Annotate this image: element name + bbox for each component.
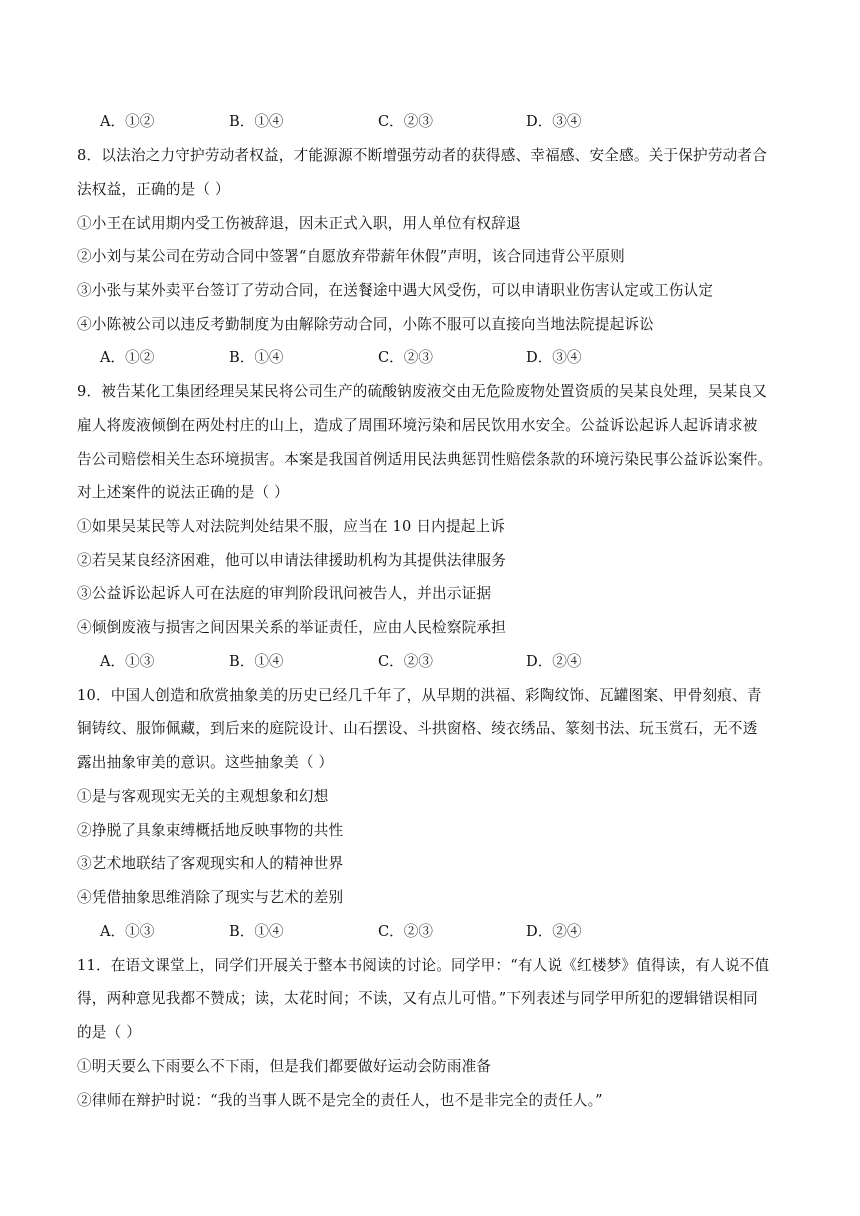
q11-stem-line: 得，两种意见我都不赞成；读，太花时间；不读，又有点儿可惜。”下列表述与同学甲所犯的逻辑错误相同 [77, 990, 758, 1007]
q10-option-c[interactable]: C．②③ [378, 923, 433, 940]
q10-option-b[interactable]: B．①④ [229, 923, 284, 940]
q10-item-2: ②挣脱了具象束缚概括地反映事物的共性 [77, 822, 344, 839]
q7-option-b[interactable]: B．①④ [229, 113, 284, 130]
q10-stem-line: 铜铸纹、服饰佩藏，到后来的庭院设计、山石摆设、斗拱窗格、绫衣绣品、篆刻书法、玩玉赏石，无不透 [77, 720, 758, 737]
q9-option-d[interactable]: D．②④ [526, 653, 582, 670]
q8-option-a[interactable]: A．①② [100, 349, 155, 366]
q8-stem-line: 8．以法治之力守护劳动者权益，才能源源不断增强劳动者的获得感、幸福感、安全感。关于保护劳动者合 [77, 147, 768, 164]
q9-stem-line: 9．被告某化工集团经理吴某民将公司生产的硫酸钠废液交由无危险废物处置资质的吴某良处理，吴某良又 [77, 383, 768, 400]
q10-option-d[interactable]: D．②④ [526, 923, 582, 940]
q9-options [100, 652, 700, 672]
q10-stem-line: 露出抽象审美的意识。这些抽象美（ ） [77, 754, 334, 771]
q9-stem-line: 雇人将废液倾倒在两处村庄的山上，造成了周围环境污染和居民饮用水安全。公益诉讼起诉人起诉请求被 [77, 417, 758, 434]
q7-options [100, 112, 700, 132]
q11-item-1: ①明天要么下雨要么不下雨，但是我们都要做好运动会防雨准备 [77, 1058, 492, 1075]
q10-options [100, 922, 700, 942]
q9-option-c[interactable]: C．②③ [378, 653, 433, 670]
q7-option-d[interactable]: D．③④ [526, 113, 582, 130]
q9-item-4: ④倾倒废液与损害之间因果关系的举证责任，应由人民检察院承担 [77, 619, 507, 636]
q11-stem-line: 11．在语文课堂上，同学们开展关于整本书阅读的讨论。同学甲：“有人说《红楼梦》值得读，有人说不值 [77, 957, 770, 974]
q11-item-2: ②律师在辩护时说：“我的当事人既不是完全的责任人，也不是非完全的责任人。” [77, 1092, 603, 1109]
q8-stem-line: 法权益，正确的是（ ） [77, 181, 230, 198]
q10-item-3: ③艺术地联结了客观现实和人的精神世界 [77, 855, 344, 872]
q10-item-1: ①是与客观现实无关的主观想象和幻想 [77, 788, 329, 805]
q8-item-3: ③小张与某外卖平台签订了劳动合同，在送餐途中遇大风受伤，可以申请职业伤害认定或工伤认定 [77, 282, 714, 299]
q7-option-a[interactable]: A．①② [100, 113, 155, 130]
q8-option-b[interactable]: B．①④ [229, 349, 284, 366]
q9-stem-line: 告公司赔偿相关生态环境损害。本案是我国首例适用民法典惩罚性赔偿条款的环境污染民事公益诉讼案件。 [77, 451, 773, 468]
q9-item-1: ①如果吴某民等人对法院判处结果不服，应当在 10 日内提起上诉 [77, 518, 506, 535]
q10-option-a[interactable]: A．①③ [100, 923, 155, 940]
q11-stem-line: 的是（ ） [77, 1024, 142, 1041]
q8-item-4: ④小陈被公司以违反考勤制度为由解除劳动合同，小陈不服可以直接向当地法院提起诉讼 [77, 316, 654, 333]
q9-stem-line: 对上述案件的说法正确的是（ ） [77, 484, 289, 501]
q8-option-d[interactable]: D．③④ [526, 349, 582, 366]
q7-option-c[interactable]: C．②③ [378, 113, 433, 130]
q9-option-a[interactable]: A．①③ [100, 653, 155, 670]
q9-item-3: ③公益诉讼起诉人可在法庭的审判阶段讯问被告人，并出示证据 [77, 585, 492, 602]
q8-options [100, 348, 700, 368]
q9-item-2: ②若吴某良经济困难，他可以申请法律援助机构为其提供法律服务 [77, 552, 507, 569]
q10-item-4: ④凭借抽象思维消除了现实与艺术的差别 [77, 889, 344, 906]
q8-option-c[interactable]: C．②③ [378, 349, 433, 366]
q10-stem-line: 10．中国人创造和欣赏抽象美的历史已经几千年了，从早期的洪福、彩陶纹饰、瓦罐图案、甲骨刻痕、青 [77, 687, 762, 704]
q8-item-1: ①小王在试用期内受工伤被辞退，因未正式入职，用人单位有权辞退 [77, 215, 521, 232]
q9-option-b[interactable]: B．①④ [229, 653, 284, 670]
q8-item-2: ②小刘与某公司在劳动合同中签署“自愿放弃带薪年休假”声明，该合同违背公平原则 [77, 248, 625, 265]
